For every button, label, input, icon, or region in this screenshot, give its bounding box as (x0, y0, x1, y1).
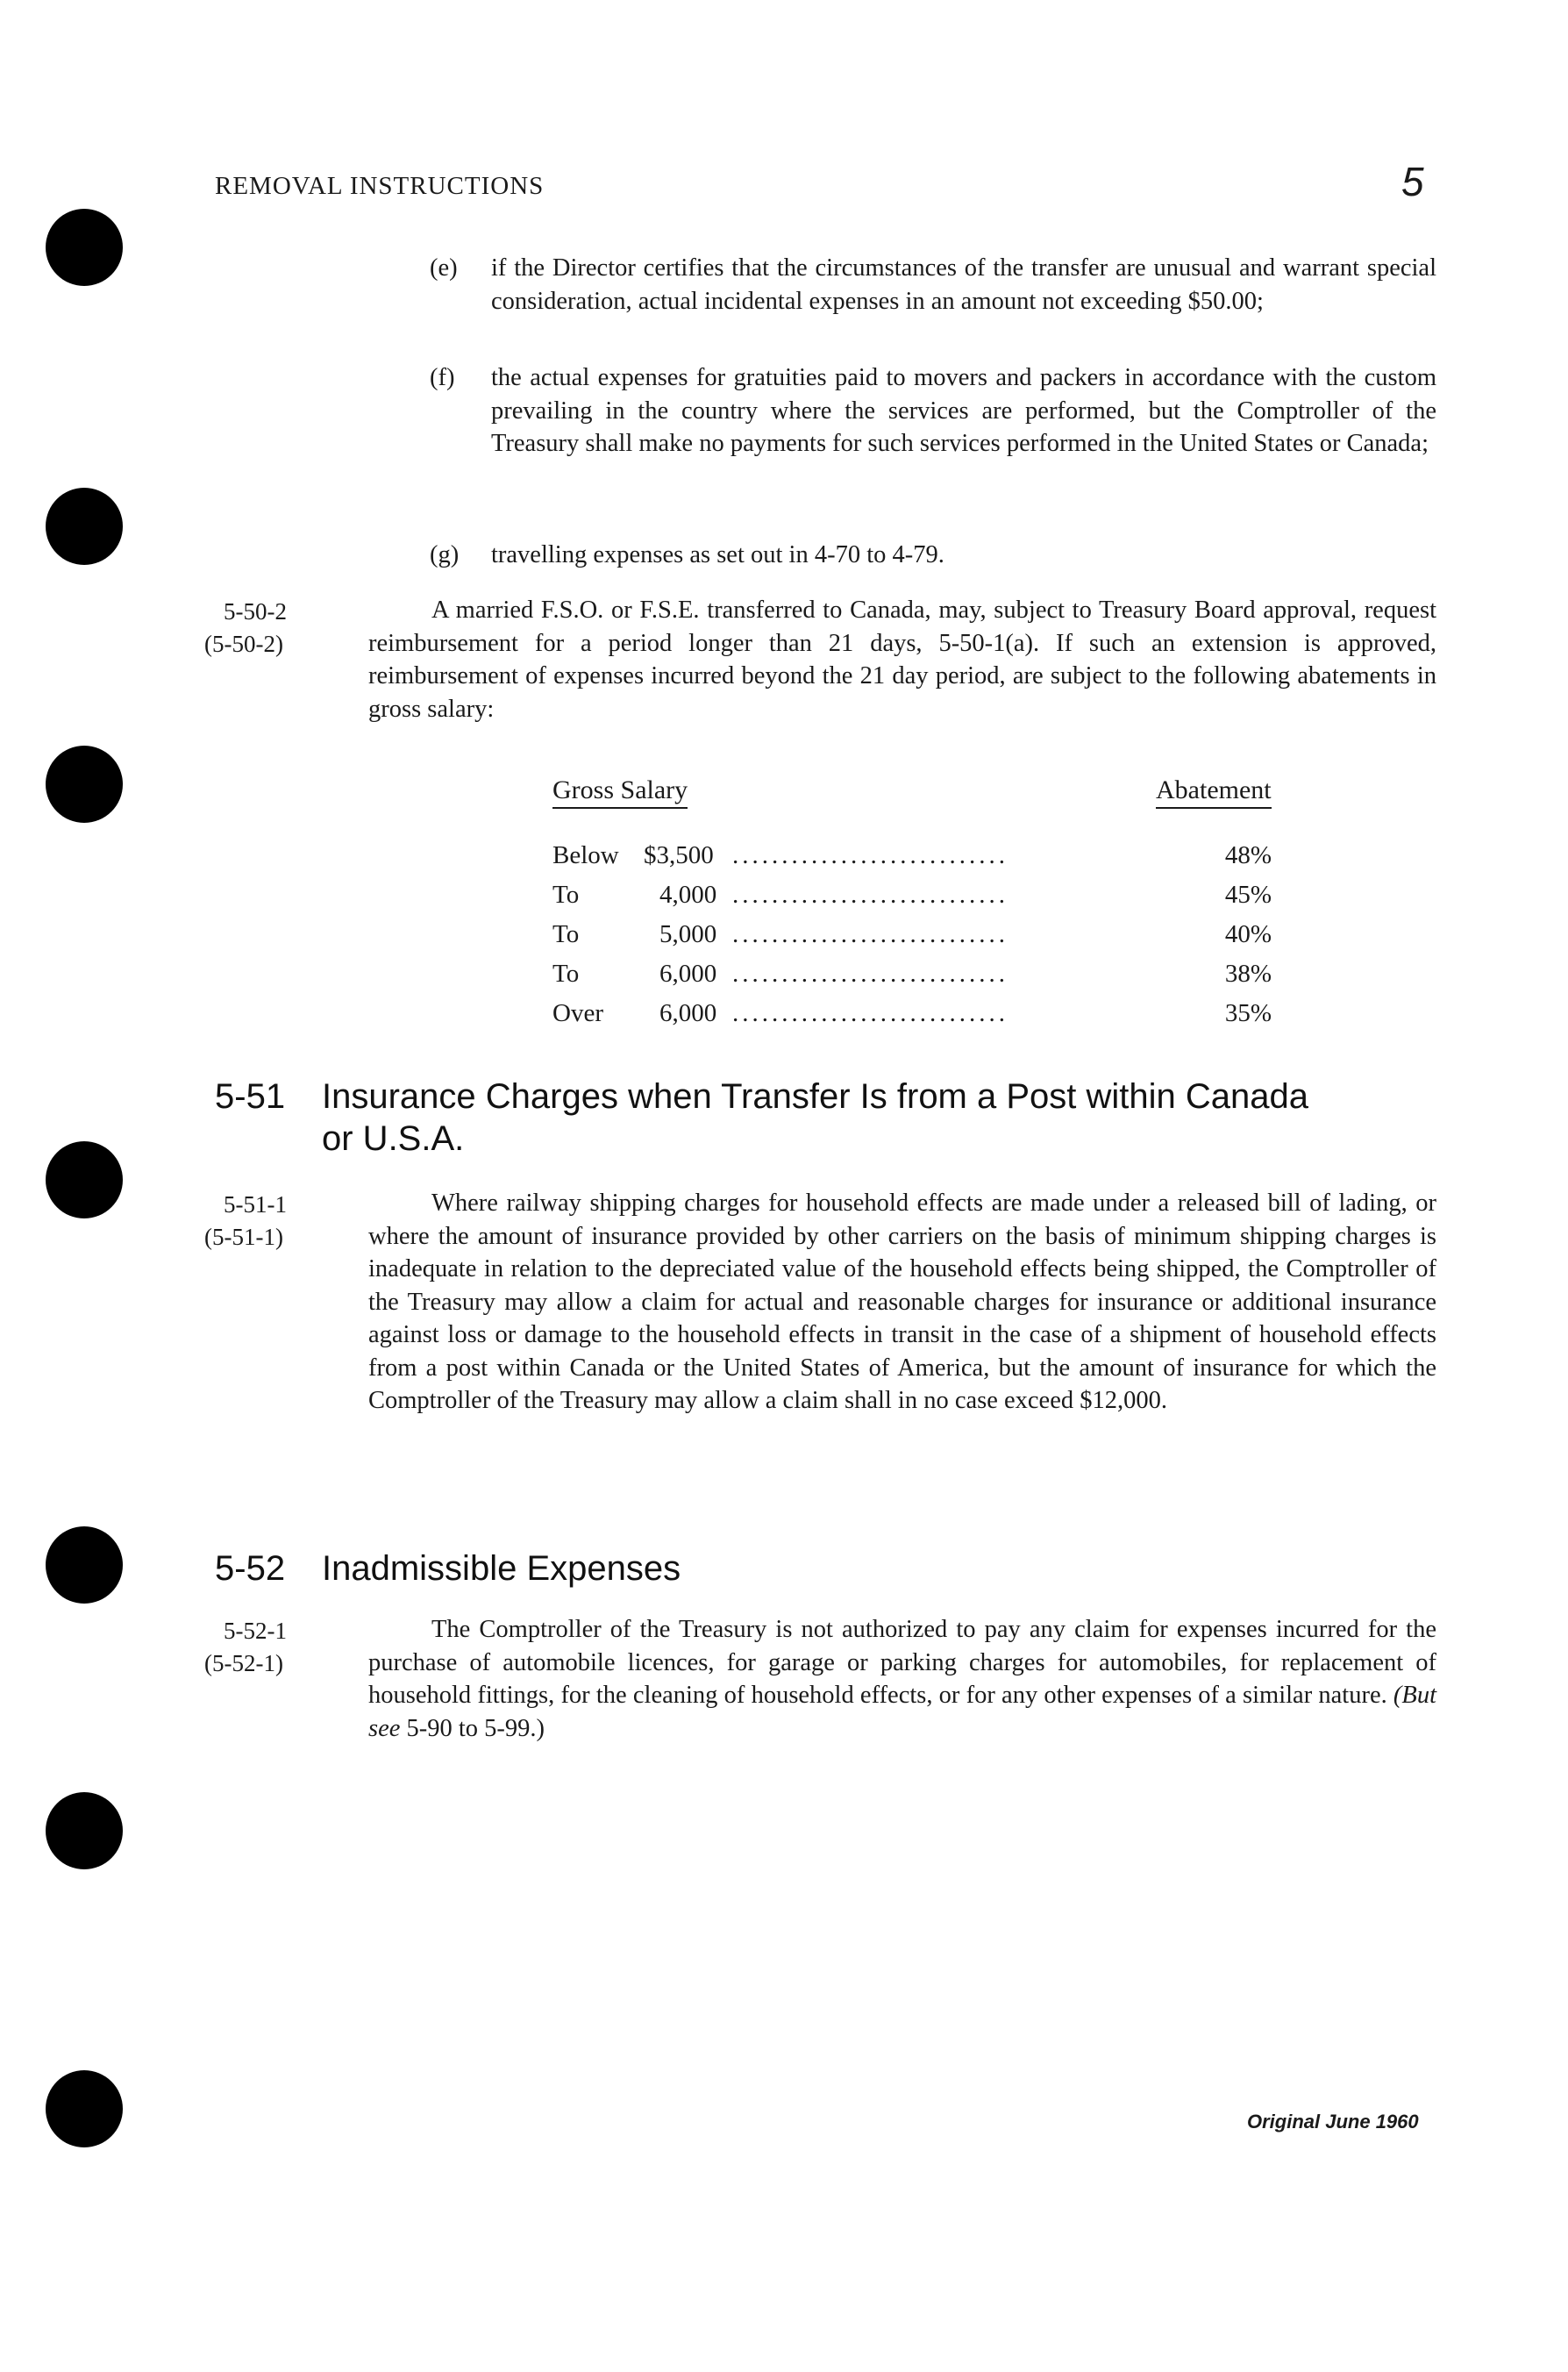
table-row (552, 920, 1272, 955)
binder-hole (46, 2070, 123, 2147)
section-title: Insurance Charges when Transfer Is from a Post within Canada (322, 1077, 1308, 1116)
row-abatement: 40% (1224, 920, 1272, 948)
row-label: To (552, 920, 580, 948)
section-title-continued: or U.S.A. (322, 1119, 465, 1158)
row-label: To (552, 881, 580, 909)
row-label: Below (552, 841, 619, 869)
row-amount: 4,000 (659, 881, 717, 909)
binder-hole (46, 1141, 123, 1218)
row-amount: 6,000 (659, 999, 717, 1027)
old-ref-number: (5-50-2) (204, 631, 283, 657)
binder-hole (46, 1526, 123, 1604)
paragraph-5-50-2: A married F.S.O. or F.S.E. transferred to Canada, may, subject to Treasury Board approval, request reimbursement for a period longer than 21 days, 5-50-1(a). If such an extension is approved, reimbursement of expenses incurred beyond the 21 day period, are subject to the following abatements in gross salary: (368, 597, 1436, 723)
ref-number: 5-51-1 (224, 1191, 287, 1218)
paragraph-text: The Comptroller of the Treasury is not authorized to pay any claim for expenses incurred for the purchase of automobile licences, for garage or parking charges for automobiles, for replacement of household fittings, for the cleaning of household effects, or for any other expenses of a similar nature. (368, 1616, 1436, 1709)
list-item-g (430, 539, 1436, 572)
leader-dots: ............................ (732, 920, 1009, 948)
paragraph-5-51-1: Where railway shipping charges for household effects are made under a released bill of lading, or where the amount of insurance provided by other carriers on the basis of minimum shipping charges is inadequate in relation to the depreciated value of the household effects being shipped, the Comptroller of the Treasury may allow a claim for actual and reasonable charges for insurance or additional insurance against loss or damage to the household effects in transit in the case of a shipment of household effects from a post within Canada or the United States of America, but the amount of insurance for which the Comptroller of the Treasury may allow a claim shall in no case exceed $12,000. (368, 1190, 1436, 1414)
binder-hole (46, 488, 123, 565)
table-row (552, 960, 1272, 995)
margin-ref (204, 1189, 287, 1254)
row-abatement: 48% (1224, 841, 1272, 869)
cross-reference: (But see (368, 1682, 1436, 1742)
row-abatement: 35% (1224, 999, 1272, 1027)
old-ref-number: (5-51-1) (204, 1224, 283, 1250)
item-label: (f) (430, 364, 455, 391)
item-text: the actual expenses for gratuities paid to movers and packers in accordance with the custom prevailing in the country where the services are performed, but the Comptroller of the Treasury shall make no payments for such services performed in the United States or Canada; (491, 364, 1436, 457)
binder-hole (46, 1792, 123, 1869)
table-row (552, 881, 1272, 916)
margin-ref (204, 596, 287, 661)
section-number: 5-52 (215, 1549, 286, 1588)
row-abatement: 38% (1224, 960, 1272, 988)
edition-footer: Original June 1960 (1247, 2111, 1419, 2133)
leader-dots: ............................ (732, 999, 1009, 1027)
leader-dots: ............................ (732, 960, 1009, 988)
table-row (552, 841, 1272, 876)
paragraph-5-52-1 (368, 1613, 1436, 1745)
item-label: (e) (430, 254, 458, 282)
list-item-f (430, 361, 1436, 461)
item-label: (g) (430, 541, 460, 568)
row-amount: 6,000 (659, 960, 717, 988)
section-title: Inadmissible Expenses (322, 1549, 681, 1588)
section-heading-5-51 (215, 1075, 1308, 1160)
table-header-abatement: Abatement (1156, 775, 1272, 809)
ref-number: 5-50-2 (224, 598, 287, 625)
leader-dots: ............................ (732, 881, 1009, 909)
list-item-e (430, 252, 1436, 318)
ref-number: 5-52-1 (224, 1618, 287, 1644)
running-header: REMOVAL INSTRUCTIONS (215, 172, 545, 200)
margin-ref (204, 1615, 287, 1680)
item-text: travelling expenses as set out in 4-70 to 4-79. (491, 541, 944, 568)
binder-hole (46, 746, 123, 823)
page-number: 5 (1401, 159, 1424, 204)
cross-reference-range: 5-90 to 5-99.) (406, 1714, 545, 1742)
section-number: 5-51 (215, 1077, 286, 1116)
leader-dots: ............................ (732, 841, 1009, 869)
item-text: if the Director certifies that the circumstances of the transfer are unusual and warrant special consideration, actual incidental expenses in an amount not exceeding $50.00; (491, 254, 1436, 315)
table-row (552, 999, 1272, 1034)
row-abatement: 45% (1224, 881, 1272, 909)
row-amount: 5,000 (659, 920, 717, 948)
table-header-salary: Gross Salary (552, 775, 688, 809)
section-heading-5-52 (215, 1547, 681, 1590)
row-label: To (552, 960, 580, 988)
old-ref-number: (5-52-1) (204, 1650, 283, 1676)
row-amount: $3,500 (644, 841, 714, 869)
row-label: Over (552, 999, 603, 1027)
binder-hole (46, 209, 123, 286)
